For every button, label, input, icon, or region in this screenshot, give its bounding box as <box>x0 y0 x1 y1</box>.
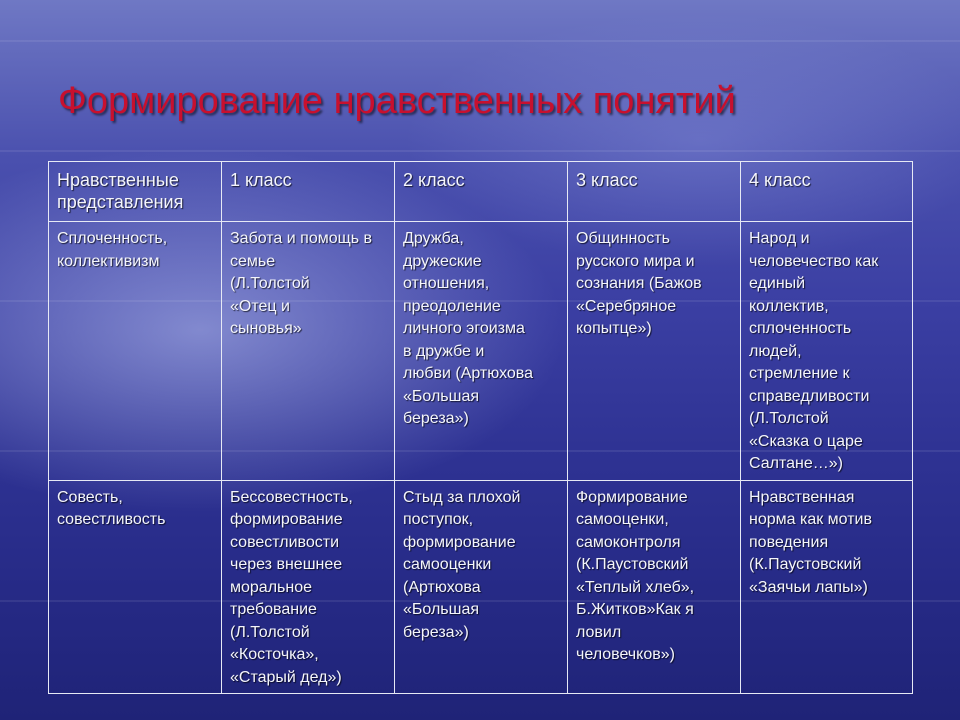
table-row <box>49 480 913 694</box>
slide-title: Формирование нравственных понятий <box>58 80 736 122</box>
table-cell <box>222 480 395 694</box>
header-label: 1 класс <box>230 170 292 190</box>
header-cell-grade-4 <box>741 162 913 222</box>
background-wave <box>0 150 960 152</box>
cell-text: Дружба, дружеские отношения, преодоление личного эгоизма в дружбе и любви (Артюхова «Большая береза») <box>403 230 534 427</box>
table-cell <box>49 222 222 481</box>
cell-text: Совесть, совестливость <box>57 488 166 528</box>
header-label: 3 класс <box>576 170 638 190</box>
table-cell <box>49 480 222 694</box>
cell-text: Стыд за плохой поступок, формирование самооценки (Артюхова «Большая береза») <box>403 488 521 641</box>
header-label: 2 класс <box>403 170 465 190</box>
header-cell-concepts <box>49 162 222 222</box>
cell-text: Забота и помощь в семье (Л.Толстой «Отец и сыновья» <box>230 230 373 337</box>
background-wave <box>0 40 960 42</box>
cell-text: Общинность русского мира и сознания (Бажов «Серебряное копытце») <box>576 230 702 337</box>
header-cell-grade-2 <box>395 162 568 222</box>
cell-text: Народ и человечество как единый коллектив, сплоченность людей, стремление к справедливости (Л.Толстой «Сказка о царе Салтане…») <box>749 230 879 472</box>
table-cell <box>222 222 395 481</box>
header-label: Нравственные представления <box>57 170 184 212</box>
header-cell-grade-3 <box>568 162 741 222</box>
table-cell <box>568 480 741 694</box>
table-cell <box>395 480 568 694</box>
cell-text: Бессовестность, формирование совестливости через внешнее моральное требование (Л.Толстой «Косточка», «Старый дед») <box>230 488 353 686</box>
table-cell <box>568 222 741 481</box>
moral-concepts-table <box>48 161 913 694</box>
table-header-row <box>49 162 913 222</box>
table-cell <box>395 222 568 481</box>
table-cell <box>741 222 913 481</box>
header-cell-grade-1 <box>222 162 395 222</box>
cell-text: Сплоченность, коллективизм <box>57 230 168 270</box>
table-cell <box>741 480 913 694</box>
header-label: 4 класс <box>749 170 811 190</box>
cell-text: Нравственная норма как мотив поведения (К.Паустовский «Заячьи лапы») <box>749 488 872 596</box>
cell-text: Формирование самооценки, самоконтроля (К.Паустовский «Теплый хлеб», Б.Житков»Как я ловил человечков») <box>576 488 695 663</box>
table-row <box>49 222 913 481</box>
